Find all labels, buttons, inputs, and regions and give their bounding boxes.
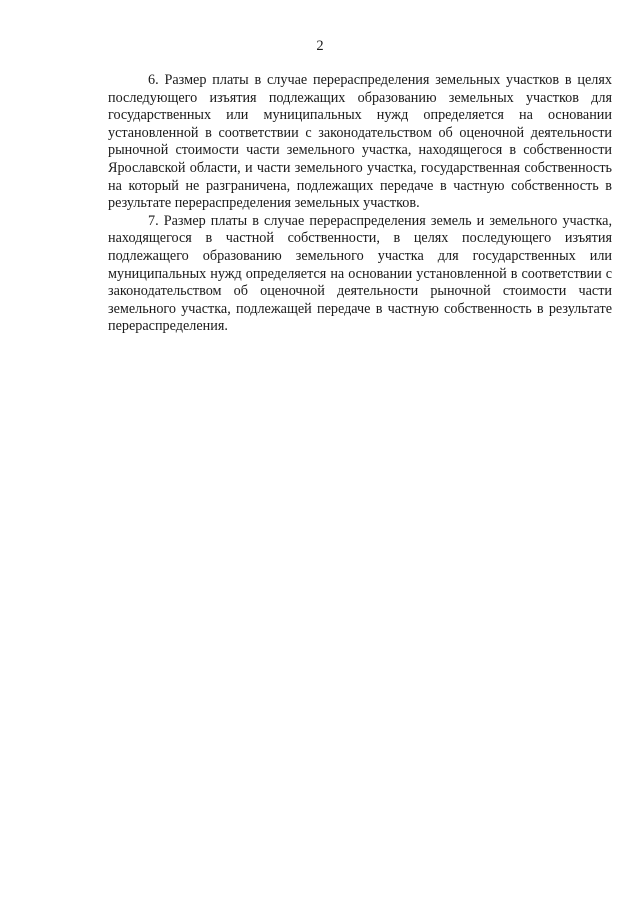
page-number: 2 [316, 38, 324, 54]
paragraph-7: 7. Размер платы в случае перераспределения земель и земельного участка, находящегося в частной собственности, в целях последующего изъятия подлежащего образованию земельного участка для государственных или муниципальных нужд определяется на основании установленной в соответствии с законодательством об оценочной деятельности рыночной стоимости части земельного участка, подлежащей передаче в частную собственность в результате перераспределения. [108, 212, 612, 335]
document-body [108, 72, 612, 336]
paragraph-6: 6. Размер платы в случае перераспределения земельных участков в целях последующего изъятия подлежащих образованию земельных участков для государственных или муниципальных нужд определяется на основании установленной в соответствии с законодательством об оценочной деятельности рыночной стоимости части земельного участка, находящегося в собственности Ярославской области, и части земельного участка, государственная собственность на который не разграничена, подлежащих передаче в частную собственность в результате перераспределения земельных участков. [108, 72, 612, 212]
